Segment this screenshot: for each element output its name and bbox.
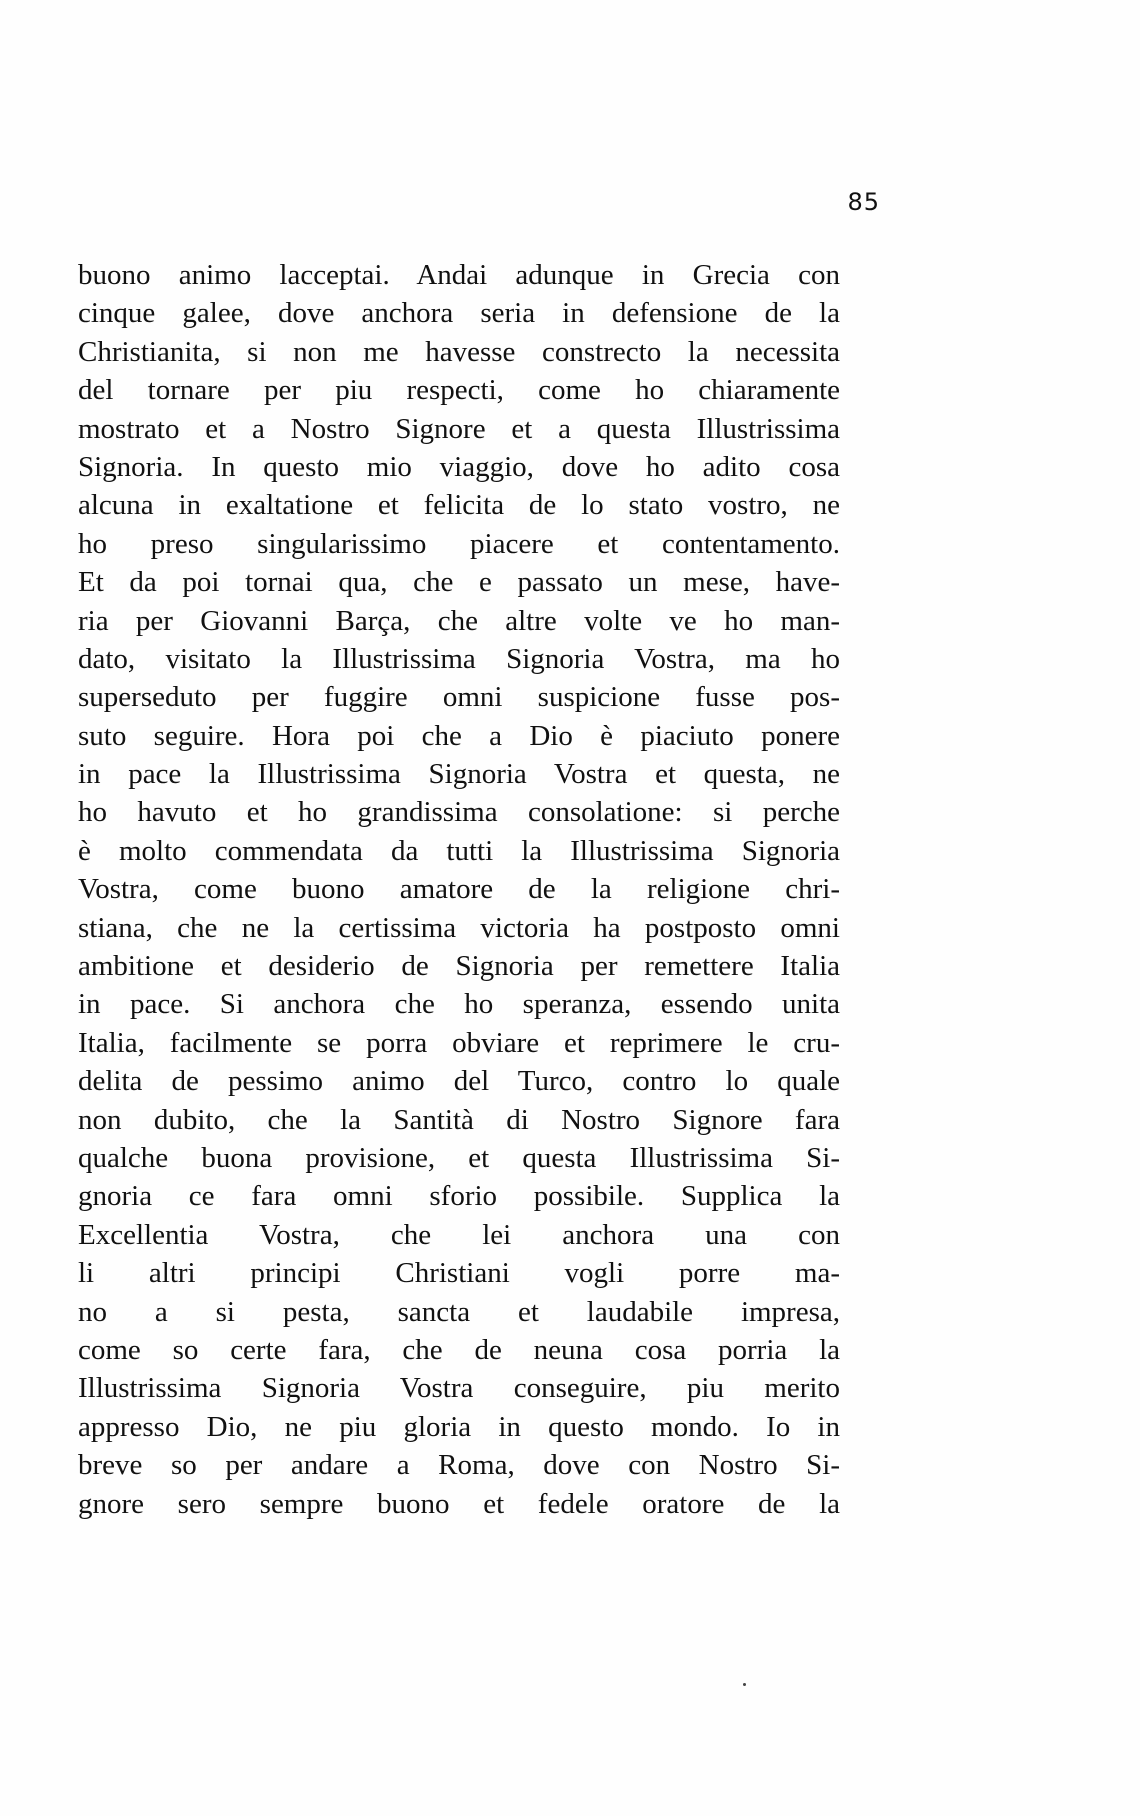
text-line: gnore sero sempre buono et fedele oratore de la <box>78 1487 840 1520</box>
text-line: come so certe fara, che de neuna cosa porria la <box>78 1333 840 1366</box>
text-line: Italia, facilmente se porra obviare et reprimere le cru- <box>78 1026 840 1059</box>
text-line: Signoria. In questo mio viaggio, dove ho adito cosa <box>78 450 840 483</box>
page-number: 85 <box>847 188 880 216</box>
text-line: mostrato et a Nostro Signore et a questa Illustrissima <box>78 412 840 445</box>
text-line: stiana, che ne la certissima victoria ha postposto omni <box>78 911 840 944</box>
text-line: appresso Dio, ne piu gloria in questo mondo. Io in <box>78 1410 840 1443</box>
text-line: alcuna in exaltatione et felicita de lo stato vostro, ne <box>78 489 840 522</box>
text-line: Vostra, come buono amatore de la religione chri- <box>78 873 840 906</box>
text-line: gnoria ce fara omni sforio possibile. Supplica la <box>78 1180 840 1213</box>
text-line: Excellentia Vostra, che lei anchora una con <box>78 1218 840 1251</box>
text-line: suto seguire. Hora poi che a Dio è piaciuto ponere <box>78 719 840 752</box>
text-line: li altri principi Christiani vogli porre ma- <box>78 1257 840 1290</box>
text-line: cinque galee, dove anchora seria in defensione de la <box>78 297 840 330</box>
text-line: in pace la Illustrissima Signoria Vostra et questa, ne <box>78 758 840 791</box>
text-line: no a si pesta, sancta et laudabile impresa, <box>78 1295 840 1328</box>
text-line: qualche buona provisione, et questa Illustrissima Si- <box>78 1141 840 1174</box>
text-line: buono animo lacceptai. Andai adunque in Grecia con <box>78 259 840 291</box>
text-line: ria per Giovanni Barça, che altre volte ve ho man- <box>78 604 840 637</box>
text-line: è molto commendata da tutti la Illustrissima Signoria <box>78 834 840 867</box>
text-line: del tornare per piu respecti, come ho chiaramente <box>78 374 840 407</box>
text-line: dato, visitato la Illustrissima Signoria Vostra, ma ho <box>78 642 840 675</box>
text-line: delita de pessimo animo del Turco, contro lo quale <box>78 1065 840 1098</box>
text-line: superseduto per fuggire omni suspicione fusse pos- <box>78 681 840 714</box>
text-line: non dubito, che la Santità di Nostro Signore fara <box>78 1103 840 1136</box>
text-line: ho preso singularissimo piacere et contentamento. <box>78 527 840 560</box>
text-line: in pace. Si anchora che ho speranza, essendo unita <box>78 988 840 1021</box>
paper-speck <box>743 1683 746 1686</box>
text-line: Illustrissima Signoria Vostra conseguire, piu merito <box>78 1372 840 1405</box>
text-line: Christianita, si non me havesse constrecto la necessita <box>78 335 840 368</box>
text-line: ambitione et desiderio de Signoria per remettere Italia <box>78 950 840 983</box>
body-text <box>78 256 840 1523</box>
text-line: breve so per andare a Roma, dove con Nostro Si- <box>78 1449 840 1482</box>
text-line: ho havuto et ho grandissima consolatione: si perche <box>78 796 840 829</box>
text-line: Et da poi tornai qua, che e passato un mese, have- <box>78 566 840 599</box>
